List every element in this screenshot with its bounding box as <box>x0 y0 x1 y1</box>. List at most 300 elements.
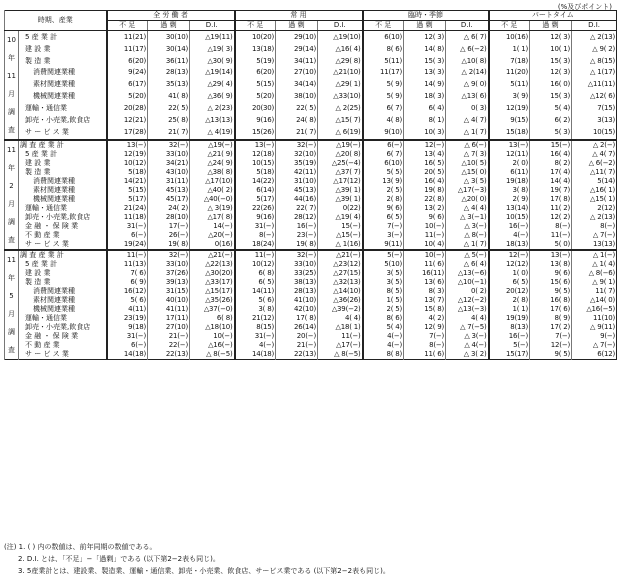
di-cell: △ 2(−) <box>572 140 617 150</box>
industry-name: 建 設 業 <box>19 269 107 278</box>
di-cell: 5(14) <box>572 177 617 186</box>
di-cell: △10(−1) <box>446 278 489 287</box>
shortage-cell: 1( 0) <box>489 269 530 278</box>
di-cell: △17(12) <box>318 177 363 186</box>
surplus-cell: 13( 2) <box>404 204 446 213</box>
di-cell: △ 7( 3) <box>446 150 489 159</box>
di-cell: △ 6(−2) <box>572 159 617 168</box>
period-label-char: 年 <box>8 54 15 62</box>
surplus-cell: 6( 4) <box>404 103 446 115</box>
table-row <box>5 55 617 67</box>
period-label-char: 年 <box>8 274 15 282</box>
di-cell: △ 3(−) <box>446 332 489 341</box>
surplus-cell: 19( 8) <box>276 240 318 250</box>
di-cell: △ 8(−5) <box>318 350 363 360</box>
shortage-cell: 10(20) <box>235 31 276 44</box>
notes <box>4 541 616 577</box>
di-cell: △16(−) <box>190 341 235 350</box>
di-cell: △19(−) <box>318 140 363 150</box>
di-cell: △ 8(−5) <box>190 350 235 360</box>
table-row <box>5 314 617 323</box>
surplus-cell: 22( 5) <box>276 103 318 115</box>
surplus-cell: 33(10) <box>276 260 318 269</box>
surplus-cell: 28(12) <box>276 213 318 222</box>
industry-name: サ ー ビ ス 業 <box>19 127 107 140</box>
shortage-cell: 2( 5) <box>363 186 404 195</box>
surplus-cell: 11(−) <box>404 231 446 240</box>
surplus-cell: 42(10) <box>276 305 318 314</box>
di-cell: △19(10) <box>318 31 363 44</box>
shortage-cell: 6( 9) <box>107 278 148 287</box>
surplus-cell: 7(−) <box>404 332 446 341</box>
di-cell: △30( 9) <box>190 55 235 67</box>
shortage-cell: 6( 5) <box>489 278 530 287</box>
industry-name: 調 査 産 業 計 <box>19 250 107 260</box>
surplus-cell: 17( 8) <box>276 314 318 323</box>
table-row <box>5 222 617 231</box>
period-label-char: 11 <box>7 72 16 80</box>
di-cell: △17(−3) <box>446 186 489 195</box>
surplus-cell: 37(26) <box>148 269 190 278</box>
group-header-temporary: 臨時・季節 <box>363 11 489 21</box>
surplus-cell: 16( 0) <box>530 79 572 91</box>
shortage-cell: 5(15) <box>235 79 276 91</box>
shortage-cell: 4(−) <box>489 231 530 240</box>
di-cell: 9(−) <box>572 332 617 341</box>
period-industry-header: 時期、産業 <box>5 11 107 31</box>
industry-name: 卸売・小売業,飲食店 <box>19 323 107 332</box>
sub-header-shortage: 不 足 <box>235 21 276 31</box>
surplus-cell: 11( 6) <box>404 260 446 269</box>
industry-name: 消費関連業種 <box>19 67 107 79</box>
di-cell: △21(−) <box>318 250 363 260</box>
shortage-cell: 5( 9) <box>363 79 404 91</box>
table-row <box>5 79 617 91</box>
table-row <box>5 168 617 177</box>
surplus-cell: 10( 1) <box>530 43 572 55</box>
di-cell: △14( 0) <box>572 296 617 305</box>
shortage-cell: 19(18) <box>489 177 530 186</box>
surplus-cell: 15( 3) <box>530 55 572 67</box>
shortage-cell: 1( 1) <box>489 43 530 55</box>
di-cell: △20( 8) <box>318 150 363 159</box>
di-cell: △21(−) <box>190 250 235 260</box>
surplus-cell: 33(25) <box>276 269 318 278</box>
shortage-cell: 31(−) <box>235 332 276 341</box>
table-row <box>5 269 617 278</box>
surplus-cell: 32(−) <box>276 250 318 260</box>
surplus-cell: 21( 7) <box>148 127 190 140</box>
surplus-cell: 6( 2) <box>530 115 572 127</box>
shortage-cell: 6(20) <box>107 55 148 67</box>
sub-header-di: D.I. <box>572 21 617 31</box>
di-cell: △ 3( 5) <box>446 177 489 186</box>
surplus-cell: 29(14) <box>276 43 318 55</box>
industry-name: 運輸・通信業 <box>19 103 107 115</box>
surplus-cell: 41(11) <box>148 305 190 314</box>
shortage-cell: 15(17) <box>489 350 530 360</box>
shortage-cell: 11(−) <box>107 250 148 260</box>
shortage-cell: 13(18) <box>235 43 276 55</box>
surplus-cell: 30(10) <box>148 31 190 44</box>
surplus-cell: 20( 5) <box>404 168 446 177</box>
di-cell: △ 1( 7) <box>446 127 489 140</box>
period-label-char: 10 <box>7 36 16 44</box>
di-cell: 3(13) <box>572 115 617 127</box>
di-cell: △29( 8) <box>318 55 363 67</box>
surplus-cell: 17( 6) <box>530 305 572 314</box>
surplus-cell: 21( 7) <box>276 127 318 140</box>
di-cell: △35(26) <box>190 296 235 305</box>
industry-name: 卸売・小売業,飲食店 <box>19 213 107 222</box>
table-row <box>5 115 617 127</box>
di-cell: △15( 1) <box>572 195 617 204</box>
surplus-cell: 5( 0) <box>530 240 572 250</box>
di-cell: △11( 7) <box>572 168 617 177</box>
di-cell: △ 9( 0) <box>446 79 489 91</box>
di-cell: △ 9( 1) <box>572 278 617 287</box>
surplus-cell: 12( 9) <box>404 323 446 332</box>
di-cell: △ 1(16) <box>318 240 363 250</box>
di-cell: △40(−0) <box>190 195 235 204</box>
di-cell: 0( 3) <box>446 103 489 115</box>
industry-name: 素材関連業種 <box>19 79 107 91</box>
shortage-cell: 4(−) <box>363 332 404 341</box>
surplus-cell: 5( 4) <box>530 103 572 115</box>
shortage-cell: 13(−) <box>235 140 276 150</box>
unit-label: (%及びポイント) <box>557 3 612 11</box>
industry-name: 消費関連業種 <box>19 177 107 186</box>
shortage-cell: 14(18) <box>235 350 276 360</box>
shortage-cell: 6(20) <box>235 67 276 79</box>
table-row <box>5 204 617 213</box>
shortage-cell: 23(19) <box>107 314 148 323</box>
di-cell: 15(−) <box>318 222 363 231</box>
di-cell: △37( 7) <box>318 168 363 177</box>
di-cell: △16( 1) <box>572 186 617 195</box>
surplus-cell: 41(10) <box>276 296 318 305</box>
di-cell: △ 7(−5) <box>446 323 489 332</box>
di-cell: △27(15) <box>318 269 363 278</box>
sub-header-di: D.I. <box>446 21 489 31</box>
shortage-cell: 11(21) <box>107 31 148 44</box>
shortage-cell: 12(21) <box>107 115 148 127</box>
shortage-cell: 12(18) <box>235 150 276 159</box>
table-row <box>5 350 617 360</box>
shortage-cell: 2( 8) <box>363 195 404 204</box>
surplus-cell: 10(−) <box>404 250 446 260</box>
sub-header-di: D.I. <box>318 21 363 31</box>
industry-name: 5 産 業 計 <box>19 260 107 269</box>
surplus-cell: 28(13) <box>276 287 318 296</box>
note-3: 3. 5産業計とは、建設業、製造業、運輸・通信業、卸売・小売業、飲食店、サービス業である (以下第2−2表も同じ)。 <box>18 567 390 575</box>
shortage-cell: 9(15) <box>489 115 530 127</box>
surplus-cell: 12( 2) <box>530 213 572 222</box>
surplus-cell: 28(13) <box>148 67 190 79</box>
shortage-cell: 16(−) <box>489 222 530 231</box>
surplus-cell: 21(−) <box>276 341 318 350</box>
surplus-cell: 32(10) <box>276 150 318 159</box>
di-cell: 0( 2) <box>446 287 489 296</box>
surplus-cell: 34(11) <box>276 55 318 67</box>
surplus-cell: 22( 5) <box>148 103 190 115</box>
table-row <box>5 213 617 222</box>
shortage-cell: 6( 5) <box>235 278 276 287</box>
sub-header-di: D.I. <box>190 21 235 31</box>
sub-header-surplus: 過 剰 <box>276 21 318 31</box>
table-row <box>5 31 617 44</box>
shortage-cell: 11(−) <box>235 250 276 260</box>
di-cell: △ 2(13) <box>572 31 617 44</box>
surplus-cell: 22( 8) <box>404 195 446 204</box>
table-row <box>5 287 617 296</box>
di-cell: △19( 4) <box>318 213 363 222</box>
shortage-cell: 5(15) <box>107 186 148 195</box>
shortage-cell: 14(18) <box>107 350 148 360</box>
table-row <box>5 140 617 150</box>
industry-name: 機械関連業種 <box>19 195 107 204</box>
surplus-cell: 19( 8) <box>404 186 446 195</box>
di-cell: △14(10) <box>318 287 363 296</box>
di-cell: △17(−) <box>318 341 363 350</box>
surplus-cell: 15( 3) <box>404 55 446 67</box>
di-cell: △21(10) <box>318 67 363 79</box>
di-cell: △ 4( 4) <box>446 204 489 213</box>
industry-name: 機械関連業種 <box>19 91 107 103</box>
di-cell: △19( 3) <box>190 43 235 55</box>
industry-name: 製 造 業 <box>19 168 107 177</box>
shortage-cell: 15(18) <box>489 127 530 140</box>
surplus-cell: 32(−) <box>148 250 190 260</box>
surplus-cell: 16( 5) <box>404 159 446 168</box>
di-cell: △39(−2) <box>318 305 363 314</box>
di-cell: 10(−) <box>190 332 235 341</box>
di-cell: △ 1(17) <box>572 67 617 79</box>
di-cell: △25(−4) <box>318 159 363 168</box>
shortage-cell: 8( 5) <box>363 287 404 296</box>
industry-name: サ ー ビ ス 業 <box>19 350 107 360</box>
di-cell: △ 3(−1) <box>446 213 489 222</box>
surplus-cell: 42(11) <box>276 168 318 177</box>
section-period-label <box>5 140 19 250</box>
di-cell: 6(12) <box>572 350 617 360</box>
di-cell: 7(15) <box>572 103 617 115</box>
surplus-cell: 44(16) <box>276 195 318 204</box>
di-cell: 14(−) <box>190 222 235 231</box>
surplus-cell: 16(−) <box>276 222 318 231</box>
shortage-cell: 12(19) <box>489 103 530 115</box>
shortage-cell: 11(18) <box>107 213 148 222</box>
shortage-cell: 5( 9) <box>363 91 404 103</box>
di-cell: △13(−3) <box>446 305 489 314</box>
sub-header-shortage: 不 足 <box>489 21 530 31</box>
surplus-cell: 38(13) <box>276 278 318 287</box>
surplus-cell: 29(10) <box>276 31 318 44</box>
shortage-cell: 6(17) <box>107 79 148 91</box>
table-row <box>5 150 617 159</box>
surplus-cell: 21(−) <box>148 332 190 341</box>
shortage-cell: 7( 6) <box>107 269 148 278</box>
di-cell: △ 6(−2) <box>446 43 489 55</box>
surplus-cell: 14( 9) <box>404 79 446 91</box>
shortage-cell: 3( 5) <box>363 269 404 278</box>
period-label-char: 5 <box>9 292 14 300</box>
table-row <box>5 195 617 204</box>
di-cell: △ 2(23) <box>190 103 235 115</box>
shortage-cell: 8( 6) <box>363 43 404 55</box>
shortage-cell: 10(15) <box>489 213 530 222</box>
period-label-char: 2 <box>9 182 14 190</box>
di-cell: △38( 8) <box>190 168 235 177</box>
di-cell: △ 2(25) <box>318 103 363 115</box>
shortage-cell: 4( 8) <box>363 115 404 127</box>
shortage-cell: 8( 8) <box>363 350 404 360</box>
shortage-cell: 5( 6) <box>107 296 148 305</box>
shortage-cell: 17(28) <box>107 127 148 140</box>
di-cell: △12( 6) <box>572 91 617 103</box>
di-cell: △ 2(14) <box>446 67 489 79</box>
di-cell: △15(−) <box>318 231 363 240</box>
shortage-cell: 5(18) <box>107 168 148 177</box>
surplus-cell: 17(−) <box>148 222 190 231</box>
di-cell: △10( 5) <box>446 159 489 168</box>
di-cell: △ 4(−) <box>446 341 489 350</box>
di-cell: △ 8(−6) <box>572 269 617 278</box>
note-1: (注) 1. ( ) 内の数値は、前年同期の数値である。 <box>4 543 157 551</box>
di-cell: △16( 4) <box>318 43 363 55</box>
shortage-cell: 5(−) <box>489 341 530 350</box>
industry-name: 調 査 産 業 計 <box>19 140 107 150</box>
surplus-cell: 16( 4) <box>530 150 572 159</box>
group-header-all-workers: 全 労 働 者 <box>107 11 235 21</box>
shortage-cell: 2( 9) <box>489 195 530 204</box>
di-cell: △33(10) <box>318 91 363 103</box>
shortage-cell: 16(−) <box>489 332 530 341</box>
surplus-cell: 15( 6) <box>530 278 572 287</box>
surplus-cell: 8( 9) <box>530 314 572 323</box>
shortage-cell: 21(24) <box>107 204 148 213</box>
period-label-char: 調 <box>8 108 15 116</box>
shortage-cell: 8(13) <box>489 323 530 332</box>
di-cell: △10( 8) <box>446 55 489 67</box>
surplus-cell: 31(11) <box>148 177 190 186</box>
table-row <box>5 260 617 269</box>
period-label-char: 査 <box>8 236 15 244</box>
shortage-cell: 8(−) <box>235 231 276 240</box>
surplus-cell: 45(13) <box>276 186 318 195</box>
period-label-char: 査 <box>8 346 15 354</box>
surplus-cell: 9( 5) <box>530 350 572 360</box>
industry-name: 機械関連業種 <box>19 305 107 314</box>
surplus-cell: 4( 2) <box>404 314 446 323</box>
table-row <box>5 323 617 332</box>
shortage-cell: 20(28) <box>107 103 148 115</box>
shortage-cell: 9( 6) <box>363 204 404 213</box>
shortage-cell: 12(19) <box>107 150 148 159</box>
industry-name: 素材関連業種 <box>19 296 107 305</box>
surplus-cell: 26(14) <box>276 323 318 332</box>
surplus-cell: 45(17) <box>148 195 190 204</box>
shortage-cell: 14(11) <box>235 287 276 296</box>
surplus-cell: 43(10) <box>148 168 190 177</box>
shortage-cell: 5(20) <box>107 91 148 103</box>
period-label-char: 月 <box>8 90 15 98</box>
shortage-cell: 3( 8) <box>489 186 530 195</box>
industry-name: 消費関連業種 <box>19 287 107 296</box>
di-cell: △19(−) <box>190 140 235 150</box>
surplus-cell: 13( 3) <box>404 67 446 79</box>
shortage-cell: 6(10) <box>363 31 404 44</box>
table-row <box>5 278 617 287</box>
di-cell: △20(−) <box>190 231 235 240</box>
table-row <box>5 67 617 79</box>
di-cell: △ 2(13) <box>572 213 617 222</box>
group-header-part-time: パートタイム <box>489 11 617 21</box>
surplus-cell: 18( 3) <box>404 91 446 103</box>
shortage-cell: 3(−) <box>363 231 404 240</box>
period-label-char: 月 <box>8 310 15 318</box>
di-cell: 4( 4) <box>318 314 363 323</box>
sub-header-shortage: 不 足 <box>363 21 404 31</box>
surplus-cell: 13(−) <box>530 250 572 260</box>
shortage-cell: 6(−) <box>107 341 148 350</box>
surplus-cell: 14( 4) <box>530 177 572 186</box>
shortage-cell: 5(10) <box>363 260 404 269</box>
surplus-cell: 20(−) <box>276 332 318 341</box>
shortage-cell: 5(−) <box>363 250 404 260</box>
shortage-cell: 10(16) <box>489 31 530 44</box>
surplus-cell: 13( 6) <box>404 278 446 287</box>
shortage-cell: 9(16) <box>235 115 276 127</box>
shortage-cell: 21(12) <box>235 314 276 323</box>
table-row <box>5 305 617 314</box>
surplus-cell: 34(14) <box>276 79 318 91</box>
shortage-cell: 12(−) <box>489 250 530 260</box>
di-cell: △ 3(19) <box>190 204 235 213</box>
shortage-cell: 4(11) <box>107 305 148 314</box>
industry-name: 建 設 業 <box>19 159 107 168</box>
surplus-cell: 35(13) <box>148 79 190 91</box>
period-label-char: 月 <box>8 200 15 208</box>
shortage-cell: 10(12) <box>107 159 148 168</box>
surplus-cell: 17( 8) <box>530 195 572 204</box>
shortage-cell: 6(14) <box>235 186 276 195</box>
table-row <box>5 332 617 341</box>
shortage-cell: 1( 1) <box>489 305 530 314</box>
surplus-cell: 8( 3) <box>404 287 446 296</box>
shortage-cell: 3( 5) <box>363 278 404 287</box>
shortage-cell: 13( 9) <box>363 177 404 186</box>
di-cell: △12(−2) <box>446 296 489 305</box>
shortage-cell: 14(22) <box>235 177 276 186</box>
shortage-cell: 9(11) <box>363 240 404 250</box>
surplus-cell: 32(−) <box>276 140 318 150</box>
di-cell: △ 1( 4) <box>572 260 617 269</box>
surplus-cell: 10( 4) <box>404 240 446 250</box>
di-cell: 2(12) <box>572 204 617 213</box>
surplus-cell: 13( 8) <box>530 260 572 269</box>
surplus-cell: 40(10) <box>148 296 190 305</box>
di-cell: 8(−) <box>572 222 617 231</box>
di-cell: △29( 1) <box>318 79 363 91</box>
period-label-char: 年 <box>8 164 15 172</box>
period-label-char: 11 <box>7 256 16 264</box>
industry-name: 不 動 産 業 <box>19 231 107 240</box>
surplus-cell: 33(10) <box>148 150 190 159</box>
shortage-cell: 9(16) <box>235 213 276 222</box>
shortage-cell: 2( 5) <box>363 305 404 314</box>
di-cell: △ 1(−) <box>572 250 617 260</box>
